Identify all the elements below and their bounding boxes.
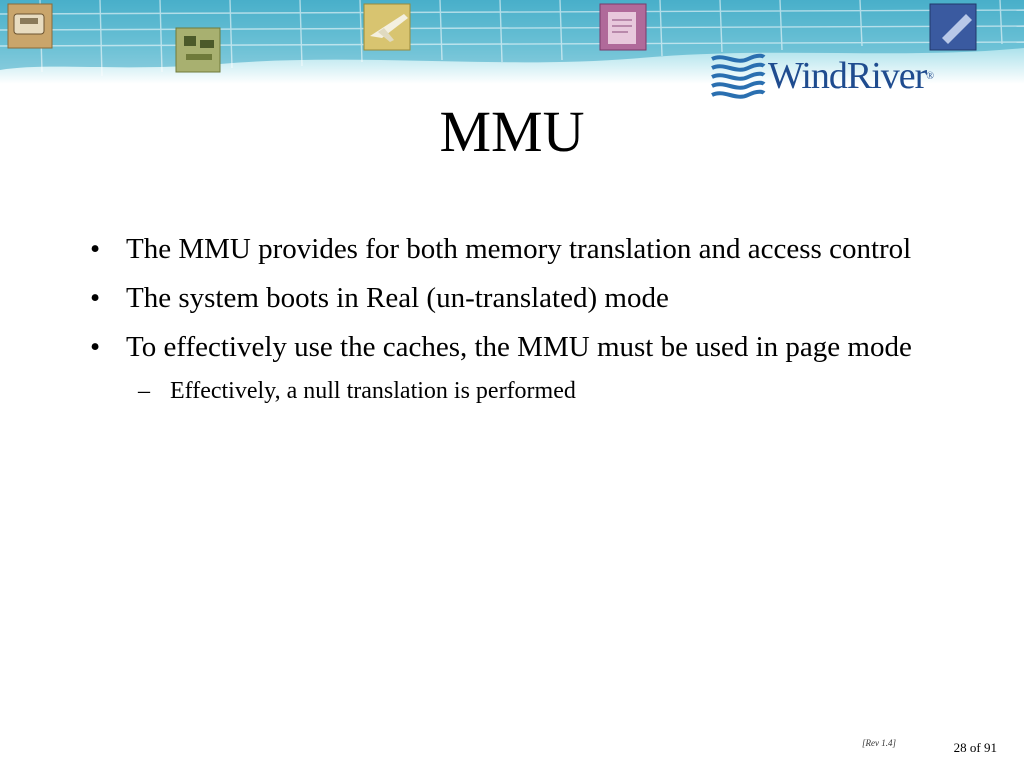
- document-photo-icon: [600, 4, 646, 50]
- bullet-item: [90, 327, 920, 368]
- sub-bullet-marker: –: [138, 378, 150, 404]
- bullet-marker: •: [90, 331, 101, 363]
- bullet-marker: •: [90, 282, 101, 314]
- logo-wordmark: WindRiver: [768, 55, 927, 97]
- page-counter: 28 of 91: [953, 740, 997, 755]
- bullet-item: [90, 278, 920, 319]
- bullet-text: The MMU provides for both memory translation and access control: [126, 233, 912, 265]
- disk-photo-icon: [930, 4, 976, 50]
- sub-bullet-item: [138, 374, 920, 408]
- registered-mark: ®: [926, 70, 934, 82]
- circuit-board-photo-icon: [176, 28, 220, 72]
- slide-body: [90, 229, 920, 408]
- slide-title: MMU: [439, 99, 585, 164]
- sub-bullet-text: Effectively, a null translation is performed: [170, 378, 576, 404]
- windriver-wave-icon: [710, 51, 766, 101]
- bullet-text: To effectively use the caches, the MMU must be used in page mode: [126, 331, 912, 363]
- bullet-text: The system boots in Real (un-translated) mode: [126, 282, 669, 314]
- phone-photo-icon: [8, 4, 52, 48]
- bullet-marker: •: [90, 233, 101, 265]
- revision-label: [Rev 1.4]: [862, 738, 896, 748]
- windriver-logo: [710, 50, 960, 102]
- airplane-photo-icon: [364, 4, 410, 50]
- bullet-item: [90, 229, 920, 270]
